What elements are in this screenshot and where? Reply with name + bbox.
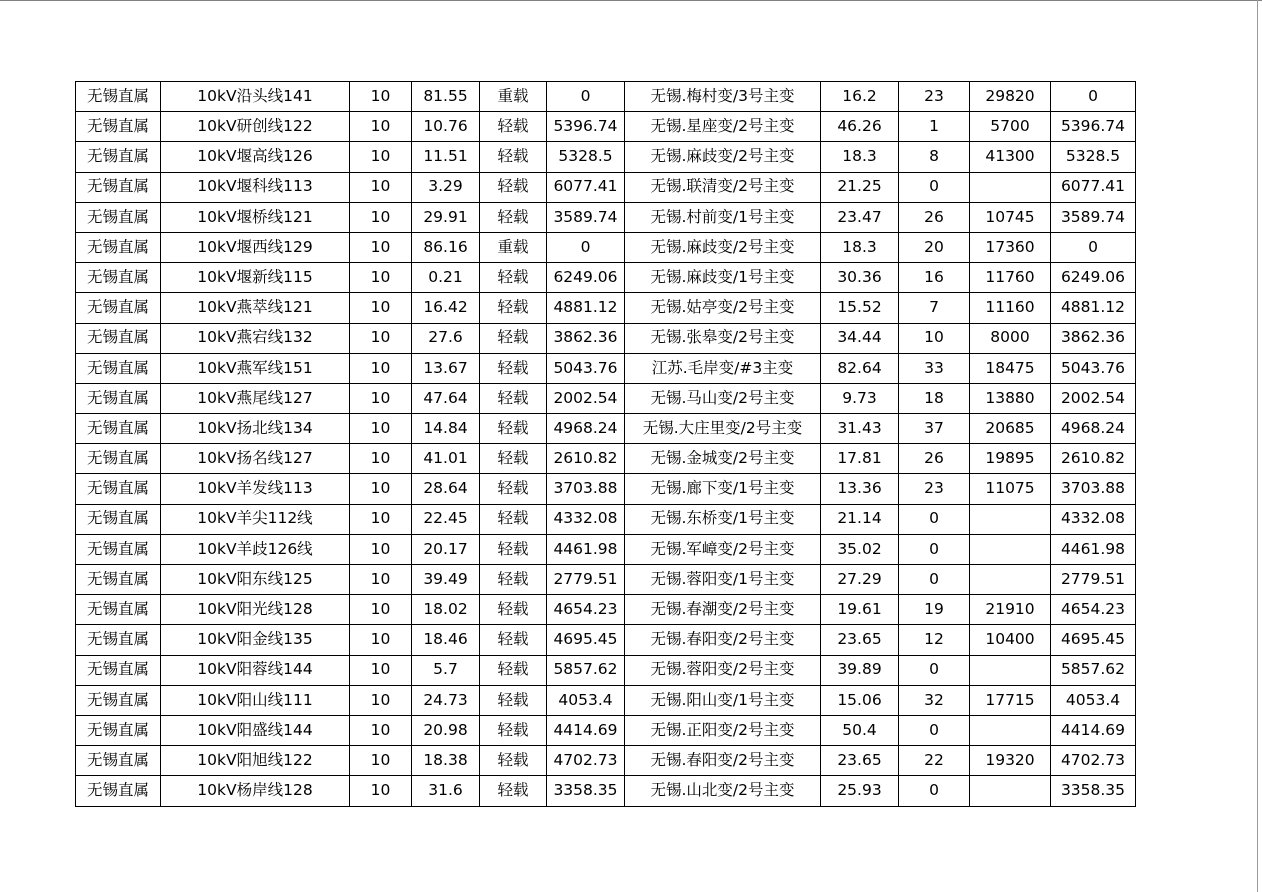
- cell-load-rate: 13.67: [412, 353, 480, 383]
- cell-total: 18475: [970, 353, 1051, 383]
- cell-voltage: 10: [350, 353, 412, 383]
- cell-count: 8: [899, 142, 970, 172]
- cell-total: 13880: [970, 383, 1051, 413]
- cell-total: 21910: [970, 595, 1051, 625]
- cell-transformer: 无锡.村前变/1号主变: [625, 202, 821, 232]
- cell-available: 2610.82: [1051, 444, 1136, 474]
- cell-load-status: 轻载: [480, 353, 547, 383]
- cell-transformer: 无锡.春阳变/2号主变: [625, 746, 821, 776]
- cell-transformer-rate: 19.61: [821, 595, 899, 625]
- cell-line-name: 10kV阳光线128: [161, 595, 350, 625]
- cell-load-rate: 10.76: [412, 112, 480, 142]
- cell-total: 29820: [970, 82, 1051, 112]
- cell-capacity: 3358.35: [547, 776, 625, 806]
- cell-voltage: 10: [350, 232, 412, 262]
- cell-load-rate: 18.46: [412, 625, 480, 655]
- cell-transformer-rate: 23.47: [821, 202, 899, 232]
- cell-voltage: 10: [350, 414, 412, 444]
- cell-org: 无锡直属: [76, 263, 161, 293]
- cell-capacity: 3703.88: [547, 474, 625, 504]
- cell-transformer-rate: 35.02: [821, 534, 899, 564]
- cell-available: 5328.5: [1051, 142, 1136, 172]
- cell-total: [970, 776, 1051, 806]
- cell-transformer: 无锡.春阳变/2号主变: [625, 625, 821, 655]
- cell-org: 无锡直属: [76, 293, 161, 323]
- cell-transformer: 无锡.麻歧变/2号主变: [625, 142, 821, 172]
- cell-capacity: 4702.73: [547, 746, 625, 776]
- cell-count: 19: [899, 595, 970, 625]
- cell-load-rate: 18.38: [412, 746, 480, 776]
- cell-voltage: 10: [350, 746, 412, 776]
- cell-transformer-rate: 39.89: [821, 655, 899, 685]
- cell-transformer-rate: 17.81: [821, 444, 899, 474]
- cell-voltage: 10: [350, 293, 412, 323]
- cell-org: 无锡直属: [76, 474, 161, 504]
- cell-org: 无锡直属: [76, 383, 161, 413]
- table-row: [76, 655, 1136, 685]
- cell-transformer-rate: 46.26: [821, 112, 899, 142]
- table-row: [76, 414, 1136, 444]
- cell-available: 3862.36: [1051, 323, 1136, 353]
- cell-load-rate: 81.55: [412, 82, 480, 112]
- cell-capacity: 6077.41: [547, 172, 625, 202]
- cell-transformer-rate: 15.06: [821, 685, 899, 715]
- table-row: [76, 112, 1136, 142]
- cell-capacity: 2002.54: [547, 383, 625, 413]
- cell-load-status: 轻载: [480, 685, 547, 715]
- cell-load-rate: 31.6: [412, 776, 480, 806]
- cell-load-status: 轻载: [480, 715, 547, 745]
- page-top-border: [0, 0, 1262, 1]
- cell-load-status: 轻载: [480, 625, 547, 655]
- cell-load-status: 轻载: [480, 414, 547, 444]
- cell-count: 37: [899, 414, 970, 444]
- cell-total: [970, 172, 1051, 202]
- cell-capacity: 4461.98: [547, 534, 625, 564]
- cell-count: 12: [899, 625, 970, 655]
- cell-load-rate: 16.42: [412, 293, 480, 323]
- cell-org: 无锡直属: [76, 595, 161, 625]
- cell-capacity: 6249.06: [547, 263, 625, 293]
- cell-count: 26: [899, 202, 970, 232]
- table-row: [76, 353, 1136, 383]
- cell-capacity: 4053.4: [547, 685, 625, 715]
- cell-transformer: 无锡.蓉阳变/2号主变: [625, 655, 821, 685]
- table-row: [76, 595, 1136, 625]
- cell-org: 无锡直属: [76, 504, 161, 534]
- cell-org: 无锡直属: [76, 232, 161, 262]
- cell-org: 无锡直属: [76, 353, 161, 383]
- cell-voltage: 10: [350, 504, 412, 534]
- table-row: [76, 232, 1136, 262]
- cell-available: 4414.69: [1051, 715, 1136, 745]
- cell-voltage: 10: [350, 263, 412, 293]
- cell-total: [970, 655, 1051, 685]
- cell-line-name: 10kV羊尖112线: [161, 504, 350, 534]
- cell-org: 无锡直属: [76, 565, 161, 595]
- cell-available: 5043.76: [1051, 353, 1136, 383]
- cell-capacity: 5857.62: [547, 655, 625, 685]
- cell-transformer: 无锡.姑亭变/2号主变: [625, 293, 821, 323]
- cell-load-rate: 20.98: [412, 715, 480, 745]
- cell-org: 无锡直属: [76, 746, 161, 776]
- cell-load-rate: 22.45: [412, 504, 480, 534]
- cell-count: 0: [899, 655, 970, 685]
- cell-voltage: 10: [350, 655, 412, 685]
- cell-org: 无锡直属: [76, 202, 161, 232]
- table-row: [76, 685, 1136, 715]
- cell-capacity: 5328.5: [547, 142, 625, 172]
- cell-transformer-rate: 13.36: [821, 474, 899, 504]
- cell-voltage: 10: [350, 534, 412, 564]
- cell-line-name: 10kV燕军线151: [161, 353, 350, 383]
- cell-total: 19320: [970, 746, 1051, 776]
- cell-total: 8000: [970, 323, 1051, 353]
- cell-capacity: 5043.76: [547, 353, 625, 383]
- cell-transformer-rate: 9.73: [821, 383, 899, 413]
- cell-available: 3358.35: [1051, 776, 1136, 806]
- cell-count: 1: [899, 112, 970, 142]
- cell-transformer: 无锡.军嶂变/2号主变: [625, 534, 821, 564]
- cell-load-status: 轻载: [480, 202, 547, 232]
- cell-count: 33: [899, 353, 970, 383]
- cell-count: 7: [899, 293, 970, 323]
- table-row: [76, 293, 1136, 323]
- cell-transformer: 无锡.大庄里变/2号主变: [625, 414, 821, 444]
- cell-transformer: 无锡.联清变/2号主变: [625, 172, 821, 202]
- cell-total: 11760: [970, 263, 1051, 293]
- cell-transformer: 无锡.蓉阳变/1号主变: [625, 565, 821, 595]
- cell-total: 11075: [970, 474, 1051, 504]
- cell-count: 0: [899, 172, 970, 202]
- table-row: [76, 202, 1136, 232]
- table-row: [76, 444, 1136, 474]
- cell-available: 6249.06: [1051, 263, 1136, 293]
- table-row: [76, 172, 1136, 202]
- cell-capacity: 5396.74: [547, 112, 625, 142]
- table-row: [76, 82, 1136, 112]
- cell-voltage: 10: [350, 776, 412, 806]
- cell-line-name: 10kV研创线122: [161, 112, 350, 142]
- cell-capacity: 2779.51: [547, 565, 625, 595]
- cell-load-status: 轻载: [480, 655, 547, 685]
- table-row: [76, 776, 1136, 806]
- cell-line-name: 10kV羊发线113: [161, 474, 350, 504]
- cell-org: 无锡直属: [76, 112, 161, 142]
- cell-org: 无锡直属: [76, 142, 161, 172]
- cell-load-rate: 24.73: [412, 685, 480, 715]
- cell-load-status: 轻载: [480, 565, 547, 595]
- cell-load-rate: 0.21: [412, 263, 480, 293]
- cell-load-status: 轻载: [480, 142, 547, 172]
- cell-transformer: 无锡.金城变/2号主变: [625, 444, 821, 474]
- cell-available: 0: [1051, 232, 1136, 262]
- cell-voltage: 10: [350, 444, 412, 474]
- cell-transformer-rate: 23.65: [821, 625, 899, 655]
- cell-transformer-rate: 50.4: [821, 715, 899, 745]
- cell-count: 23: [899, 474, 970, 504]
- cell-voltage: 10: [350, 323, 412, 353]
- cell-transformer: 无锡.正阳变/2号主变: [625, 715, 821, 745]
- cell-total: 10745: [970, 202, 1051, 232]
- cell-load-status: 轻载: [480, 776, 547, 806]
- cell-org: 无锡直属: [76, 625, 161, 655]
- cell-org: 无锡直属: [76, 82, 161, 112]
- cell-capacity: 4881.12: [547, 293, 625, 323]
- cell-load-rate: 86.16: [412, 232, 480, 262]
- cell-count: 16: [899, 263, 970, 293]
- cell-total: 17360: [970, 232, 1051, 262]
- cell-capacity: 2610.82: [547, 444, 625, 474]
- cell-count: 10: [899, 323, 970, 353]
- table-row: [76, 263, 1136, 293]
- cell-load-rate: 11.51: [412, 142, 480, 172]
- cell-voltage: 10: [350, 383, 412, 413]
- cell-voltage: 10: [350, 82, 412, 112]
- cell-load-status: 轻载: [480, 504, 547, 534]
- table-row: [76, 565, 1136, 595]
- cell-capacity: 3589.74: [547, 202, 625, 232]
- cell-transformer: 无锡.星座变/2号主变: [625, 112, 821, 142]
- cell-count: 0: [899, 715, 970, 745]
- cell-line-name: 10kV阳蓉线144: [161, 655, 350, 685]
- cell-line-name: 10kV扬北线134: [161, 414, 350, 444]
- cell-total: 11160: [970, 293, 1051, 323]
- cell-load-status: 轻载: [480, 383, 547, 413]
- cell-load-rate: 18.02: [412, 595, 480, 625]
- cell-total: [970, 534, 1051, 564]
- cell-org: 无锡直属: [76, 685, 161, 715]
- cell-voltage: 10: [350, 112, 412, 142]
- cell-available: 3703.88: [1051, 474, 1136, 504]
- cell-transformer: 无锡.梅村变/3号主变: [625, 82, 821, 112]
- cell-available: 5396.74: [1051, 112, 1136, 142]
- cell-line-name: 10kV阳山线111: [161, 685, 350, 715]
- cell-count: 0: [899, 776, 970, 806]
- cell-available: 4881.12: [1051, 293, 1136, 323]
- cell-capacity: 4968.24: [547, 414, 625, 444]
- table-row: [76, 504, 1136, 534]
- cell-line-name: 10kV堰桥线121: [161, 202, 350, 232]
- cell-load-rate: 14.84: [412, 414, 480, 444]
- cell-count: 0: [899, 534, 970, 564]
- table-row: [76, 534, 1136, 564]
- cell-total: [970, 504, 1051, 534]
- cell-org: 无锡直属: [76, 534, 161, 564]
- cell-capacity: 3862.36: [547, 323, 625, 353]
- cell-capacity: 4654.23: [547, 595, 625, 625]
- cell-transformer-rate: 21.25: [821, 172, 899, 202]
- cell-transformer-rate: 34.44: [821, 323, 899, 353]
- cell-transformer-rate: 82.64: [821, 353, 899, 383]
- cell-transformer: 江苏.毛岸变/#3主变: [625, 353, 821, 383]
- cell-line-name: 10kV燕萃线121: [161, 293, 350, 323]
- cell-total: 17715: [970, 685, 1051, 715]
- cell-count: 0: [899, 565, 970, 595]
- cell-available: 2002.54: [1051, 383, 1136, 413]
- cell-available: 0: [1051, 82, 1136, 112]
- cell-transformer-rate: 27.29: [821, 565, 899, 595]
- table-body: [76, 82, 1136, 807]
- cell-line-name: 10kV阳盛线144: [161, 715, 350, 745]
- cell-available: 4332.08: [1051, 504, 1136, 534]
- cell-line-name: 10kV堰科线113: [161, 172, 350, 202]
- cell-voltage: 10: [350, 474, 412, 504]
- cell-total: 41300: [970, 142, 1051, 172]
- cell-count: 20: [899, 232, 970, 262]
- cell-load-status: 轻载: [480, 474, 547, 504]
- cell-voltage: 10: [350, 595, 412, 625]
- cell-transformer-rate: 18.3: [821, 142, 899, 172]
- cell-total: [970, 715, 1051, 745]
- cell-line-name: 10kV阳旭线122: [161, 746, 350, 776]
- cell-count: 22: [899, 746, 970, 776]
- page-right-border: [1257, 0, 1258, 892]
- cell-capacity: 4414.69: [547, 715, 625, 745]
- cell-transformer-rate: 30.36: [821, 263, 899, 293]
- cell-capacity: 4695.45: [547, 625, 625, 655]
- cell-capacity: 4332.08: [547, 504, 625, 534]
- cell-capacity: 0: [547, 232, 625, 262]
- table-row: [76, 323, 1136, 353]
- cell-total: [970, 565, 1051, 595]
- cell-transformer-rate: 15.52: [821, 293, 899, 323]
- cell-transformer-rate: 21.14: [821, 504, 899, 534]
- cell-load-rate: 5.7: [412, 655, 480, 685]
- cell-load-status: 轻载: [480, 323, 547, 353]
- cell-count: 18: [899, 383, 970, 413]
- table-row: [76, 715, 1136, 745]
- cell-line-name: 10kV羊歧126线: [161, 534, 350, 564]
- cell-load-rate: 29.91: [412, 202, 480, 232]
- cell-load-rate: 3.29: [412, 172, 480, 202]
- cell-transformer: 无锡.马山变/2号主变: [625, 383, 821, 413]
- cell-load-status: 轻载: [480, 444, 547, 474]
- cell-transformer-rate: 31.43: [821, 414, 899, 444]
- cell-available: 4968.24: [1051, 414, 1136, 444]
- table-row: [76, 474, 1136, 504]
- table-row: [76, 142, 1136, 172]
- cell-transformer-rate: 23.65: [821, 746, 899, 776]
- cell-org: 无锡直属: [76, 776, 161, 806]
- table-row: [76, 383, 1136, 413]
- cell-available: 4461.98: [1051, 534, 1136, 564]
- cell-load-rate: 41.01: [412, 444, 480, 474]
- cell-count: 23: [899, 82, 970, 112]
- cell-transformer: 无锡.春潮变/2号主变: [625, 595, 821, 625]
- table-row: [76, 625, 1136, 655]
- cell-load-status: 轻载: [480, 172, 547, 202]
- cell-load-status: 重载: [480, 82, 547, 112]
- cell-load-rate: 28.64: [412, 474, 480, 504]
- cell-transformer: 无锡.廊下变/1号主变: [625, 474, 821, 504]
- cell-line-name: 10kV扬名线127: [161, 444, 350, 474]
- cell-line-name: 10kV堰西线129: [161, 232, 350, 262]
- cell-load-status: 轻载: [480, 746, 547, 776]
- cell-voltage: 10: [350, 715, 412, 745]
- cell-line-name: 10kV堰高线126: [161, 142, 350, 172]
- cell-voltage: 10: [350, 625, 412, 655]
- cell-org: 无锡直属: [76, 172, 161, 202]
- cell-transformer-rate: 18.3: [821, 232, 899, 262]
- cell-org: 无锡直属: [76, 414, 161, 444]
- cell-load-rate: 39.49: [412, 565, 480, 595]
- cell-total: 19895: [970, 444, 1051, 474]
- cell-voltage: 10: [350, 685, 412, 715]
- cell-load-status: 轻载: [480, 595, 547, 625]
- cell-total: 5700: [970, 112, 1051, 142]
- cell-load-status: 轻载: [480, 293, 547, 323]
- cell-transformer: 无锡.山北变/2号主变: [625, 776, 821, 806]
- cell-voltage: 10: [350, 202, 412, 232]
- table-row: [76, 746, 1136, 776]
- cell-available: 4053.4: [1051, 685, 1136, 715]
- cell-line-name: 10kV燕尾线127: [161, 383, 350, 413]
- cell-load-rate: 27.6: [412, 323, 480, 353]
- cell-load-rate: 20.17: [412, 534, 480, 564]
- cell-available: 4702.73: [1051, 746, 1136, 776]
- cell-transformer: 无锡.麻歧变/2号主变: [625, 232, 821, 262]
- cell-available: 4695.45: [1051, 625, 1136, 655]
- cell-available: 2779.51: [1051, 565, 1136, 595]
- cell-load-status: 轻载: [480, 263, 547, 293]
- cell-line-name: 10kV阳金线135: [161, 625, 350, 655]
- cell-line-name: 10kV杨岸线128: [161, 776, 350, 806]
- cell-count: 32: [899, 685, 970, 715]
- cell-org: 无锡直属: [76, 655, 161, 685]
- cell-line-name: 10kV燕宕线132: [161, 323, 350, 353]
- cell-org: 无锡直属: [76, 444, 161, 474]
- cell-load-rate: 47.64: [412, 383, 480, 413]
- cell-available: 6077.41: [1051, 172, 1136, 202]
- cell-transformer: 无锡.张皋变/2号主变: [625, 323, 821, 353]
- cell-voltage: 10: [350, 142, 412, 172]
- cell-total: 10400: [970, 625, 1051, 655]
- cell-count: 0: [899, 504, 970, 534]
- cell-transformer-rate: 25.93: [821, 776, 899, 806]
- cell-org: 无锡直属: [76, 715, 161, 745]
- cell-available: 5857.62: [1051, 655, 1136, 685]
- cell-total: 20685: [970, 414, 1051, 444]
- cell-line-name: 10kV堰新线115: [161, 263, 350, 293]
- cell-org: 无锡直属: [76, 323, 161, 353]
- cell-capacity: 0: [547, 82, 625, 112]
- cell-transformer: 无锡.东桥变/1号主变: [625, 504, 821, 534]
- cell-transformer-rate: 16.2: [821, 82, 899, 112]
- cell-load-status: 轻载: [480, 112, 547, 142]
- cell-load-status: 重载: [480, 232, 547, 262]
- cell-voltage: 10: [350, 172, 412, 202]
- cell-line-name: 10kV阳东线125: [161, 565, 350, 595]
- feeder-load-table: [75, 81, 1136, 807]
- cell-voltage: 10: [350, 565, 412, 595]
- cell-transformer: 无锡.阳山变/1号主变: [625, 685, 821, 715]
- cell-transformer: 无锡.麻歧变/1号主变: [625, 263, 821, 293]
- cell-count: 26: [899, 444, 970, 474]
- cell-available: 4654.23: [1051, 595, 1136, 625]
- cell-load-status: 轻载: [480, 534, 547, 564]
- cell-line-name: 10kV沿头线141: [161, 82, 350, 112]
- cell-available: 3589.74: [1051, 202, 1136, 232]
